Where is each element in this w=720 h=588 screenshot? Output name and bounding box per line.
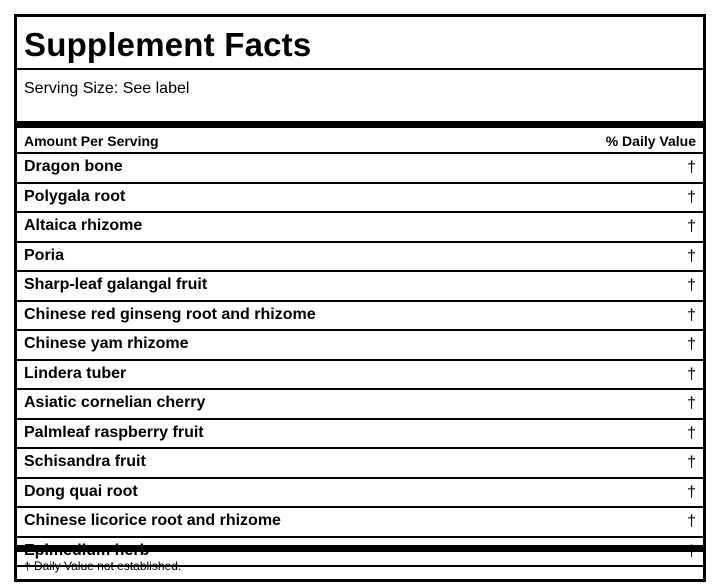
ingredient-name: Chinese yam rhizome	[24, 335, 189, 352]
panel-title: Supplement Facts	[24, 26, 312, 63]
ingredient-row	[17, 243, 703, 273]
daily-value-dagger: †	[687, 483, 696, 501]
ingredient-row	[17, 420, 703, 450]
ingredient-row	[17, 154, 703, 184]
ingredient-row	[17, 331, 703, 361]
daily-value-dagger: †	[687, 395, 696, 412]
ingredient-name: Dong quai root	[24, 482, 138, 500]
ingredient-name: Polygala root	[24, 187, 126, 205]
daily-value-dagger: †	[687, 454, 696, 471]
daily-value-label: % Daily Value	[605, 133, 696, 149]
ingredient-row	[17, 449, 703, 479]
ingredient-row	[17, 184, 703, 214]
daily-value-dagger: †	[687, 159, 696, 176]
amount-per-serving-label: Amount Per Serving	[24, 133, 159, 149]
daily-value-dagger: †	[687, 424, 696, 442]
serving-size: Serving Size: See label	[24, 80, 190, 97]
daily-value-dagger: †	[687, 306, 696, 324]
ingredient-row	[17, 390, 703, 420]
ingredient-row	[17, 508, 703, 538]
ingredient-row	[17, 479, 703, 509]
title-divider	[17, 68, 703, 70]
ingredient-name: Chinese licorice root and rhizome	[24, 512, 281, 529]
thick-divider-top	[17, 121, 703, 128]
daily-value-dagger: †	[687, 188, 696, 206]
ingredient-name: Chinese red ginseng root and rhizome	[24, 305, 316, 323]
ingredient-row	[17, 361, 703, 391]
column-header	[24, 131, 696, 151]
ingredient-name: Dragon bone	[24, 158, 123, 175]
ingredient-name: Poria	[24, 246, 65, 264]
ingredient-name: Altaica rhizome	[24, 217, 143, 234]
ingredient-list	[17, 154, 703, 567]
daily-value-dagger: †	[687, 247, 696, 265]
supplement-facts-panel	[14, 14, 706, 582]
ingredient-name: Palmleaf raspberry fruit	[24, 423, 204, 441]
ingredient-row	[17, 302, 703, 332]
ingredient-row	[17, 272, 703, 302]
ingredient-name: Schisandra fruit	[24, 453, 146, 470]
daily-value-dagger: †	[687, 336, 696, 353]
ingredient-row	[17, 213, 703, 243]
daily-value-dagger: †	[687, 513, 696, 530]
ingredient-name: Sharp-leaf galangal fruit	[24, 276, 208, 293]
ingredient-name: Asiatic cornelian cherry	[24, 394, 206, 411]
ingredient-name: Lindera tuber	[24, 364, 127, 382]
daily-value-dagger: †	[687, 365, 696, 383]
thick-divider-bottom	[17, 545, 703, 552]
daily-value-dagger: †	[687, 277, 696, 294]
footnote: † Daily Value not established.	[24, 559, 182, 573]
daily-value-dagger: †	[687, 218, 696, 235]
